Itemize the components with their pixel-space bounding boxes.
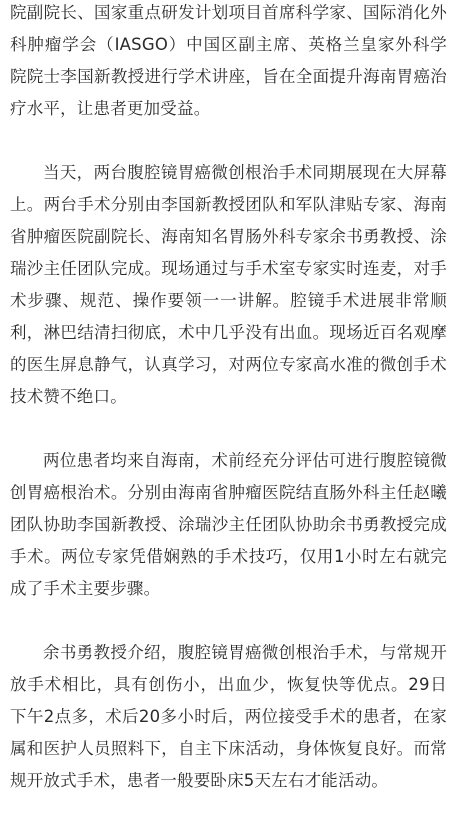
paragraph-spacer (10, 413, 447, 445)
article-paragraph-4: 余书勇教授介绍，腹腔镜胃癌微创根治手术，与常规开放手术相比，具有创伤小，出血少，恢复快等优点。29日下午2点多，术后20多小时后，两位接受手术的患者，在家属和医护人员照料下，自主下床活动，身体恢复良好。而常规开放式手术，患者一般要卧床5天左右才能活动。 (10, 643, 447, 790)
article-paragraph-2: 当天，两台腹腔镜胃癌微创根治手术同期展现在大屏幕上。两台手术分别由李国新教授团队和军队津贴专家、海南省肿瘤医院副院长、海南知名胃肠外科专家余书勇教授、涂瑞沙主任团队完成。现场通过与手术室专家实时连麦，对手术步骤、规范、操作要领一一讲解。腔镜手术进展非常顺利，淋巴结清扫彻底，术中几乎没有出血。现场近百名观摩的医生屏息静气，认真学习，对两位专家高水准的微创手术技术赞不绝口。 (10, 163, 447, 406)
article-paragraph-1: 院副院长、国家重点研发计划项目首席科学家、国际消化外科肿瘤学会（IASGO）中国区副主席、英格兰皇家外科学院院士李国新教授进行学术讲座，旨在全面提升海南胃癌治疗水平，让患者更加受益。 (10, 3, 447, 118)
article-paragraph-3: 两位患者均来自海南，术前经充分评估可进行腹腔镜微创胃癌根治术。分别由海南省肿瘤医院结直肠外科主任赵曦团队协助李国新教授、涂瑞沙主任团队协助余书勇教授完成手术。两位专家凭借娴熟的手术技巧，仅用1小时左右就完成了手术主要步骤。 (10, 451, 447, 598)
paragraph-spacer (10, 605, 447, 637)
paragraph-spacer (10, 125, 447, 157)
